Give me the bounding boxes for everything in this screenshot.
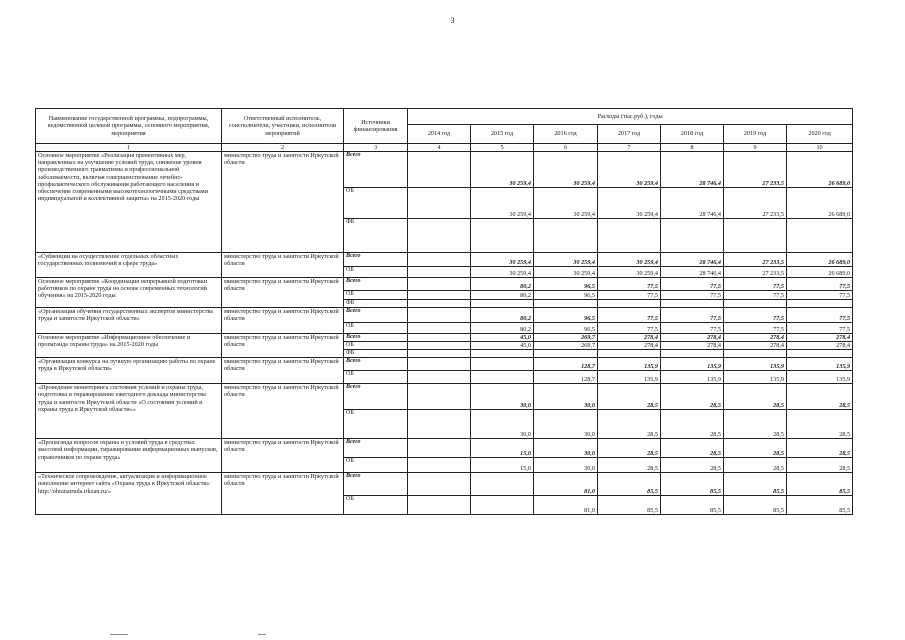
source-total-label: Всего <box>344 473 408 496</box>
ob-value: 15,0 <box>471 458 534 473</box>
ob-value: 28,5 <box>724 458 787 473</box>
source-total-label: Всего <box>344 334 408 342</box>
ob-value: 135,9 <box>598 371 661 384</box>
total-value: 135,9 <box>598 358 661 371</box>
ob-value: 135,9 <box>661 371 724 384</box>
activity-name: «Организация конкурса на лучшую организацию работы по охране труда в Иркутской области» <box>36 358 222 384</box>
header-year: 2016 год <box>534 125 598 144</box>
total-value: 45,0 <box>471 334 534 342</box>
total-value: 77,5 <box>787 308 853 323</box>
ob-value: 30 259,4 <box>534 188 598 219</box>
total-value: 269,7 <box>534 334 598 342</box>
column-number: 4 <box>408 144 471 152</box>
ob-value <box>408 188 471 219</box>
total-value: 278,4 <box>787 334 853 342</box>
total-value: 77,5 <box>661 278 724 291</box>
total-value: 85,5 <box>661 473 724 496</box>
executor-name: министерство труда и занятости Иркутской области <box>222 439 344 473</box>
table-row <box>36 384 853 410</box>
table-row <box>36 278 853 291</box>
header-year: 2019 год <box>724 125 787 144</box>
ob-value: 28,5 <box>787 410 853 439</box>
fb-value <box>724 219 787 253</box>
column-number: 3 <box>344 144 408 152</box>
ob-value <box>408 458 471 473</box>
source-total-label: Всего <box>344 384 408 410</box>
executor-name: министерство труда и занятости Иркутской области <box>222 473 344 515</box>
total-value: 30,0 <box>471 384 534 410</box>
total-value: 30 259,4 <box>598 152 661 188</box>
activity-name: «Организация обучения государственных экспертов министерства труда и занятости Иркутской области» <box>36 308 222 334</box>
activity-name: Основное мероприятие «Информационное обеспечение и пропаганда охраны труда» на 2015-2020 годы <box>36 334 222 358</box>
source-ob-label: ОБ <box>344 342 408 350</box>
ob-value: 81,0 <box>534 496 598 515</box>
source-ob-label: ОБ <box>344 267 408 278</box>
ob-value: 85,5 <box>661 496 724 515</box>
source-total-label: Всего <box>344 253 408 267</box>
fb-value <box>471 219 534 253</box>
ob-value: 85,5 <box>724 496 787 515</box>
executor-name: министерство труда и занятости Иркутской области <box>222 358 344 384</box>
ob-value: 77,5 <box>724 291 787 300</box>
total-value: 30 259,4 <box>598 253 661 267</box>
ob-value: 135,9 <box>787 371 853 384</box>
ob-value: 30 259,4 <box>471 267 534 278</box>
ob-value: 85,5 <box>598 496 661 515</box>
ob-value: 80,2 <box>471 323 534 334</box>
total-value: 135,9 <box>724 358 787 371</box>
activity-name: «Проведение мониторинга состояния условий и охраны труда, подготовка и тиражирование ежегодного доклада министерства труда и занятости Иркутской области «О состоянии условий и охраны труда в Иркутской области»» <box>36 384 222 439</box>
total-value: 135,9 <box>661 358 724 371</box>
column-number: 8 <box>661 144 724 152</box>
scan-mark-2 <box>258 634 266 635</box>
ob-value <box>471 496 534 515</box>
total-value: 77,5 <box>661 308 724 323</box>
ob-value: 30,0 <box>534 458 598 473</box>
ob-value <box>408 410 471 439</box>
total-value: 30 259,4 <box>534 152 598 188</box>
total-value: 28,5 <box>661 439 724 458</box>
total-value: 77,5 <box>598 278 661 291</box>
fb-value <box>787 300 853 308</box>
column-number: 9 <box>724 144 787 152</box>
total-value: 96,5 <box>534 278 598 291</box>
total-value: 28,5 <box>661 384 724 410</box>
total-value: 80,2 <box>471 278 534 291</box>
fb-value <box>661 300 724 308</box>
scan-mark-1 <box>110 634 128 635</box>
source-total-label: Всего <box>344 152 408 188</box>
activity-name: Основное мероприятие «Реализация превентивных мер, направленных на улучшение условий труда, снижение уровня производственного травматизма и профессиональной заболеваемости, включая совершенствование лечебно-профилактического обслуживания работающего населения и обеспечение современными высокотехнологичными средствами индивидуальной и коллективной защиты» на 2015-2020 годы <box>36 152 222 253</box>
total-value: 28 746,4 <box>661 152 724 188</box>
ob-value: 26 689,0 <box>787 188 853 219</box>
total-value <box>408 384 471 410</box>
fb-value <box>598 300 661 308</box>
ob-value: 278,4 <box>661 342 724 350</box>
executor-name: министерство труда и занятости Иркутской области <box>222 308 344 334</box>
header-year: 2015 год <box>471 125 534 144</box>
fb-value <box>661 350 724 358</box>
activity-name: Основное мероприятие «Координация непрерывной подготовки работников по охране труда на основе современных технологий обучения» на 2015-2020 годы <box>36 278 222 308</box>
total-value <box>408 278 471 291</box>
ob-value: 28,5 <box>724 410 787 439</box>
fb-value <box>787 350 853 358</box>
source-total-label: Всего <box>344 278 408 291</box>
page-number: 3 <box>450 16 455 25</box>
fb-value <box>471 350 534 358</box>
total-value: 28,5 <box>787 384 853 410</box>
ob-value: 128,7 <box>534 371 598 384</box>
total-value: 85,5 <box>724 473 787 496</box>
ob-value: 278,4 <box>787 342 853 350</box>
total-value <box>408 439 471 458</box>
fb-value <box>724 350 787 358</box>
ob-value <box>408 342 471 350</box>
header-executor: Ответственный исполнитель, соисполнители, участники, исполнители мероприятий <box>222 109 344 144</box>
ob-value: 77,5 <box>724 323 787 334</box>
ob-value: 269,7 <box>534 342 598 350</box>
table-row <box>36 308 853 323</box>
ob-value <box>408 323 471 334</box>
total-value: 77,5 <box>724 278 787 291</box>
ob-value: 85,5 <box>787 496 853 515</box>
total-value: 77,5 <box>787 278 853 291</box>
total-value: 278,4 <box>661 334 724 342</box>
ob-value: 77,5 <box>598 323 661 334</box>
executor-name: министерство труда и занятости Иркутской области <box>222 384 344 439</box>
fb-value <box>534 350 598 358</box>
total-value: 81,0 <box>534 473 598 496</box>
total-value: 28,5 <box>724 439 787 458</box>
total-value <box>471 473 534 496</box>
ob-value: 77,5 <box>661 323 724 334</box>
total-value: 26 689,0 <box>787 253 853 267</box>
ob-value: 30,0 <box>471 410 534 439</box>
source-ob-label: ОБ <box>344 410 408 439</box>
fb-value <box>408 219 471 253</box>
ob-value: 26 689,0 <box>787 267 853 278</box>
total-value: 30 259,4 <box>534 253 598 267</box>
source-ob-label: ОБ <box>344 291 408 300</box>
table-row <box>36 253 853 267</box>
activity-name: «Субвенции на осуществление отдельных областных государственных полномочий в сфере труда» <box>36 253 222 278</box>
total-value <box>408 152 471 188</box>
header-source: Источники финансирования <box>344 109 408 144</box>
total-value: 28 746,4 <box>661 253 724 267</box>
total-value <box>471 358 534 371</box>
ob-value: 28,5 <box>598 458 661 473</box>
ob-value: 30 259,4 <box>534 267 598 278</box>
ob-value <box>408 371 471 384</box>
fb-value <box>724 300 787 308</box>
source-ob-label: ОБ <box>344 496 408 515</box>
ob-value: 135,9 <box>724 371 787 384</box>
total-value: 28,5 <box>598 439 661 458</box>
total-value: 278,4 <box>598 334 661 342</box>
ob-value: 28 746,4 <box>661 267 724 278</box>
table-row <box>36 473 853 496</box>
source-fb-label: ФБ <box>344 219 408 253</box>
ob-value: 77,5 <box>787 291 853 300</box>
ob-value: 28,5 <box>598 410 661 439</box>
ob-value: 30 259,4 <box>598 267 661 278</box>
total-value: 27 233,5 <box>724 253 787 267</box>
total-value: 15,0 <box>471 439 534 458</box>
source-fb-label: ФБ <box>344 350 408 358</box>
source-total-label: Всего <box>344 439 408 458</box>
ob-value: 77,5 <box>598 291 661 300</box>
total-value: 30 259,4 <box>471 152 534 188</box>
column-number: 7 <box>598 144 661 152</box>
ob-value: 30 259,4 <box>471 188 534 219</box>
source-total-label: Всего <box>344 308 408 323</box>
header-expenses: Расходы (тыс.руб.), годы <box>408 109 853 125</box>
header-year: 2017 год <box>598 125 661 144</box>
source-ob-label: ОБ <box>344 188 408 219</box>
ob-value: 278,4 <box>724 342 787 350</box>
total-value: 30,0 <box>534 439 598 458</box>
header-year: 2014 год <box>408 125 471 144</box>
source-ob-label: ОБ <box>344 371 408 384</box>
ob-value: 96,5 <box>534 323 598 334</box>
fb-value <box>661 219 724 253</box>
total-value <box>408 358 471 371</box>
table-row <box>36 152 853 188</box>
total-value: 28,5 <box>724 384 787 410</box>
ob-value: 27 233,5 <box>724 188 787 219</box>
ob-value: 77,5 <box>787 323 853 334</box>
ob-value: 28,5 <box>661 410 724 439</box>
header-name: Наименование государственной программы, подпрограммы, ведомственной целевой программы, основного мероприятия, мероприятия <box>36 109 222 144</box>
header-year: 2020 год <box>787 125 853 144</box>
total-value: 96,5 <box>534 308 598 323</box>
source-ob-label: ОБ <box>344 458 408 473</box>
activity-name: «Пропаганда вопросов охраны и условий труда в средствах массовой информации, тиражирование информационных выпусков, справочников по охране труда» <box>36 439 222 473</box>
source-total-label: Всего <box>344 358 408 371</box>
total-value: 30 259,4 <box>471 253 534 267</box>
budget-table <box>35 108 853 515</box>
total-value: 77,5 <box>724 308 787 323</box>
ob-value: 28,5 <box>661 458 724 473</box>
total-value: 28,5 <box>787 439 853 458</box>
column-number: 5 <box>471 144 534 152</box>
total-value: 278,4 <box>724 334 787 342</box>
fb-value <box>471 300 534 308</box>
total-value: 28,5 <box>598 384 661 410</box>
ob-value: 28 746,4 <box>661 188 724 219</box>
column-number: 6 <box>534 144 598 152</box>
total-value <box>408 334 471 342</box>
ob-value: 77,5 <box>661 291 724 300</box>
ob-value: 80,2 <box>471 291 534 300</box>
fb-value <box>534 300 598 308</box>
ob-value <box>471 371 534 384</box>
column-number: 10 <box>787 144 853 152</box>
ob-value: 30 259,4 <box>598 188 661 219</box>
total-value: 80,2 <box>471 308 534 323</box>
ob-value: 30,0 <box>534 410 598 439</box>
ob-value: 27 233,5 <box>724 267 787 278</box>
total-value: 135,9 <box>787 358 853 371</box>
total-value: 30,0 <box>534 384 598 410</box>
ob-value: 96,5 <box>534 291 598 300</box>
column-number: 2 <box>222 144 344 152</box>
ob-value <box>408 496 471 515</box>
table-row <box>36 358 853 371</box>
fb-value <box>408 300 471 308</box>
total-value: 27 233,5 <box>724 152 787 188</box>
total-value: 85,5 <box>598 473 661 496</box>
ob-value: 278,4 <box>598 342 661 350</box>
total-value: 26 689,0 <box>787 152 853 188</box>
fb-value <box>408 350 471 358</box>
activity-name: «Техническое сопровождение, актуализация и информационное наполнение интернет сайта «Охрана труда в Иркутской области» http://ohranatruda.irkzan.ru/» <box>36 473 222 515</box>
table-row <box>36 439 853 458</box>
fb-value <box>598 350 661 358</box>
fb-value <box>787 219 853 253</box>
executor-name: министерство труда и занятости Иркутской области <box>222 152 344 253</box>
table-row <box>36 334 853 342</box>
fb-value <box>598 219 661 253</box>
total-value <box>408 308 471 323</box>
ob-value <box>408 291 471 300</box>
ob-value: 28,5 <box>787 458 853 473</box>
ob-value: 45,0 <box>471 342 534 350</box>
total-value: 77,5 <box>598 308 661 323</box>
fb-value <box>534 219 598 253</box>
executor-name: министерство труда и занятости Иркутской области <box>222 278 344 308</box>
total-value: 128,7 <box>534 358 598 371</box>
executor-name: министерство труда и занятости Иркутской области <box>222 253 344 278</box>
column-number: 1 <box>36 144 222 152</box>
source-ob-label: ОБ <box>344 323 408 334</box>
source-fb-label: ФБ <box>344 300 408 308</box>
ob-value <box>408 267 471 278</box>
executor-name: министерство труда и занятости Иркутской области <box>222 334 344 358</box>
total-value <box>408 253 471 267</box>
header-year: 2018 год <box>661 125 724 144</box>
total-value: 85,5 <box>787 473 853 496</box>
total-value <box>408 473 471 496</box>
